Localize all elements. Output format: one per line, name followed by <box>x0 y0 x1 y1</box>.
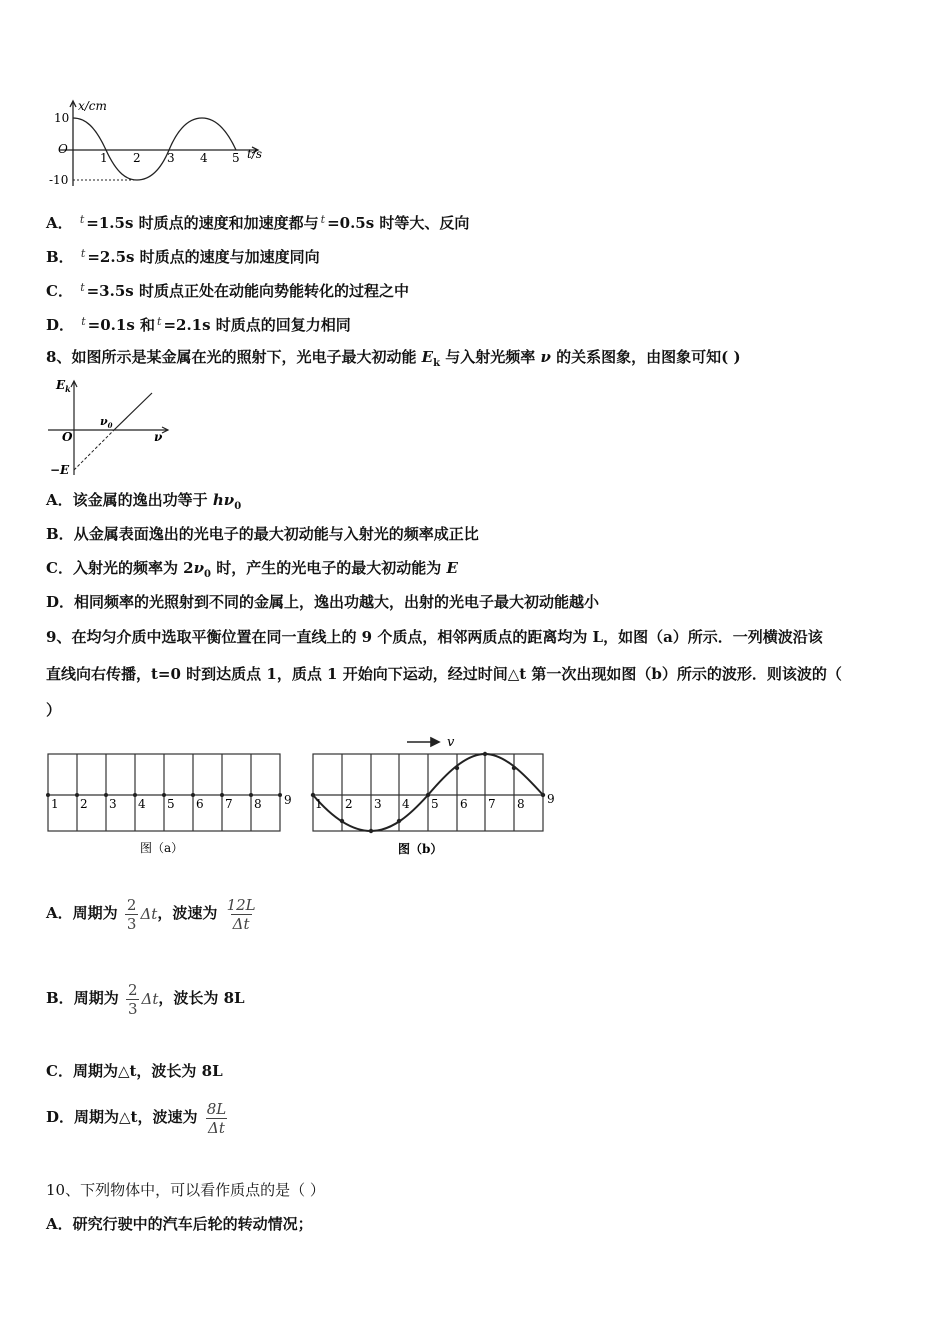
q7-option-c: C． $^t$ =3.5s 时质点正处在动能向势能转化的过程之中 <box>46 281 409 300</box>
fraction-8l-dt: $\frac{8L}{\Delta t}$ <box>206 1099 227 1137</box>
point-label-7: 7 <box>225 797 233 811</box>
point-label-4: 4 <box>138 797 146 811</box>
x-tick-2: 2 <box>133 151 141 165</box>
q7-option-a: A． $^t$ =1.5s 时质点的速度和加速度都与 $^t$ =0.5s 时等大、反向 <box>46 213 470 232</box>
velocity-label: v <box>447 735 455 750</box>
point-label-5: 5 <box>431 797 439 811</box>
q9-stem-line2: 直线向右传播，t=0 时到达质点 1，质点 1 开始向下运动，经过时间△t 第一次出现如图（b）所示的波形．则该波的（ <box>46 665 842 683</box>
figure-b-grid <box>305 730 560 865</box>
q9-option-d: D．周期为△t，波速为 $\frac{8L}{\Delta t}$ <box>46 1099 227 1137</box>
fraction-12l-dt: $\frac{12L}{\Delta t}$ <box>226 895 256 933</box>
point-label-6: 6 <box>196 797 204 811</box>
point-label-3: 3 <box>374 797 382 811</box>
option-letter: A． <box>46 214 73 232</box>
point-label-2: 2 <box>80 797 88 811</box>
q7-option-d: D． $^t$ =0.1s 和 $^t$ =2.1s 时质点的回复力相同 <box>46 315 351 334</box>
point-label-1: 1 <box>51 797 59 811</box>
x-axis-label: t/s <box>247 147 263 161</box>
q8-option-b: B．从金属表面逸出的光电子的最大初动能与入射光的频率成正比 <box>46 525 479 543</box>
q8-option-c: C．入射光的频率为 $2\nu_0$ 时，产生的光电子的最大初动能为 E <box>46 559 458 580</box>
figure-a-grid <box>40 748 300 863</box>
nu0-label: $\nu_0$ <box>100 415 113 430</box>
q7-option-b: B． $^t$ =2.5s 时质点的速度与加速度同向 <box>46 247 320 266</box>
neg-e-label: −E <box>50 463 70 477</box>
point-label-9: 9 <box>284 793 292 807</box>
figure-b-caption: 图（b） <box>398 842 443 856</box>
q9-option-b: B．周期为 $\frac{2}{3}$ Δt ，波长为 8L <box>46 980 245 1018</box>
x-tick-3: 3 <box>167 151 175 165</box>
point-label-7: 7 <box>488 797 496 811</box>
point-label-8: 8 <box>517 797 525 811</box>
option-letter: B． <box>46 248 74 266</box>
origin-label: O <box>58 142 68 156</box>
option-letter: D． <box>46 316 75 334</box>
y-tick-neg10: -10 <box>49 173 69 187</box>
fraction-two-thirds: $\frac{2}{3}$ Δt <box>127 980 159 1018</box>
point-label-9: 9 <box>547 792 555 806</box>
photoelectric-graph <box>42 375 172 480</box>
x-tick-5: 5 <box>232 151 240 165</box>
point-label-6: 6 <box>460 797 468 811</box>
point-label-1: 1 <box>315 797 323 811</box>
point-label-4: 4 <box>402 797 410 811</box>
x-tick-4: 4 <box>200 151 208 165</box>
ek-axis-label: $E_k$ <box>56 378 71 394</box>
q9-option-c: C．周期为△t，波长为 8L <box>46 1062 223 1080</box>
q9-option-a: A．周期为 $\frac{2}{3}$ Δt ，波速为 $\frac{12L}{\Delta t}$ <box>46 895 256 933</box>
point-label-2: 2 <box>345 797 353 811</box>
fraction-two-thirds: $\frac{2}{3}$ Δt <box>126 895 158 933</box>
q8-option-d: D．相同频率的光照射到不同的金属上，逸出功越大，出射的光电子最大初动能越小 <box>46 593 600 611</box>
point-label-8: 8 <box>254 797 262 811</box>
q9-stem-line3: ） <box>46 701 62 719</box>
point-label-5: 5 <box>167 797 175 811</box>
q10-stem: 10、下列物体中，可以看作质点的是（ ） <box>46 1181 325 1199</box>
nu-axis-label: ν <box>154 430 163 444</box>
sine-graph <box>40 96 270 192</box>
point-label-3: 3 <box>109 797 117 811</box>
figure-a-caption: 图（a） <box>140 841 184 855</box>
q10-option-a: A．研究行驶中的汽车后轮的转动情况； <box>46 1215 313 1233</box>
x-tick-1: 1 <box>100 151 108 165</box>
sine-curve <box>73 118 236 180</box>
y-axis-label: x/cm <box>78 99 107 113</box>
option-letter: C． <box>46 282 73 300</box>
q8-stem: 8、如图所示是某金属在光的照射下，光电子最大初动能 $E_k$ 与入射光频率 ν 的关系图象，由图象可知( ) <box>46 348 741 369</box>
origin-label: O <box>62 430 73 444</box>
y-tick-10: 10 <box>54 111 70 125</box>
q9-stem-line1: 9、在均匀介质中选取平衡位置在同一直线上的 9 个质点，相邻两质点的距离均为 L，如图（a）所示．一列横波沿该 <box>46 628 823 646</box>
ek-line <box>114 393 152 430</box>
q8-option-a: A．该金属的逸出功等于 $h\nu_0$ <box>46 491 242 512</box>
